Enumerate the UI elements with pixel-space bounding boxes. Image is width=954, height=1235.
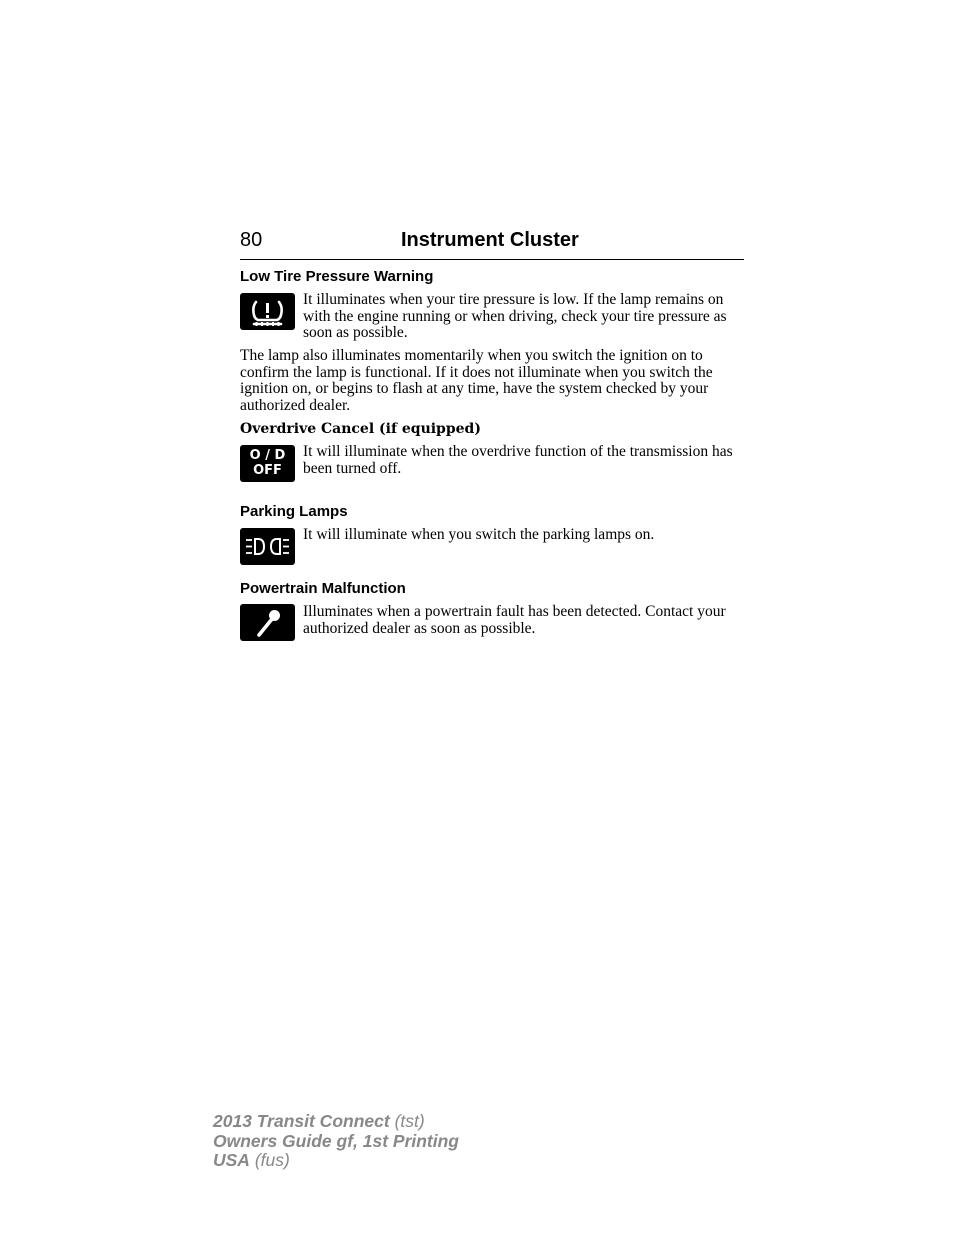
- overdrive-heading: Overdrive Cancel (if equipped): [240, 421, 481, 437]
- overdrive-description: It will illuminate when the overdrive function of the transmission has been turned off.: [303, 443, 733, 477]
- parking-lamps-heading: Parking Lamps: [240, 503, 348, 520]
- parking-lamps-description: It will illuminate when you switch the parking lamps on.: [303, 526, 655, 543]
- footer-guide: Owners Guide gf, 1st Printing: [213, 1130, 459, 1151]
- footer-line3: [213, 1151, 459, 1171]
- parking-lamps-icon: [240, 528, 295, 565]
- footer-market-code: (fus): [254, 1150, 290, 1170]
- overdrive-off-icon: [240, 445, 295, 482]
- tire-pressure-description: It illuminates when your tire pressure is low. If the lamp remains on with the engine running or when driving, check your tire pressure as soon as possible.: [303, 291, 727, 342]
- tire-pressure-warning-icon: [240, 293, 295, 330]
- footer: [213, 1112, 459, 1171]
- page-header: [240, 229, 744, 260]
- tire-pressure-paragraph: The lamp also illuminates momentarily when you switch the ignition on to confirm the lamp is functional. If it does not illuminate when you switch the ignition on, or begins to flash at any time, have the system checked by your authorized dealer.: [240, 347, 713, 414]
- powertrain-heading: Powertrain Malfunction: [240, 580, 406, 597]
- tire-pressure-heading: Low Tire Pressure Warning: [240, 268, 434, 285]
- page-number: 80: [240, 229, 263, 251]
- wrench-icon: [240, 604, 295, 641]
- page-title: Instrument Cluster: [401, 229, 579, 251]
- footer-line1: [213, 1112, 459, 1132]
- footer-market: USA: [213, 1150, 250, 1170]
- powertrain-description: Illuminates when a powertrain fault has been detected. Contact your authorized dealer as soon as possible.: [303, 603, 726, 637]
- footer-model-code: (tst): [394, 1111, 425, 1131]
- overdrive-icon-line2: OFF: [253, 463, 282, 478]
- footer-model: 2013 Transit Connect: [213, 1111, 390, 1131]
- overdrive-icon-line1: O / D: [249, 448, 286, 463]
- footer-line2: [213, 1132, 459, 1152]
